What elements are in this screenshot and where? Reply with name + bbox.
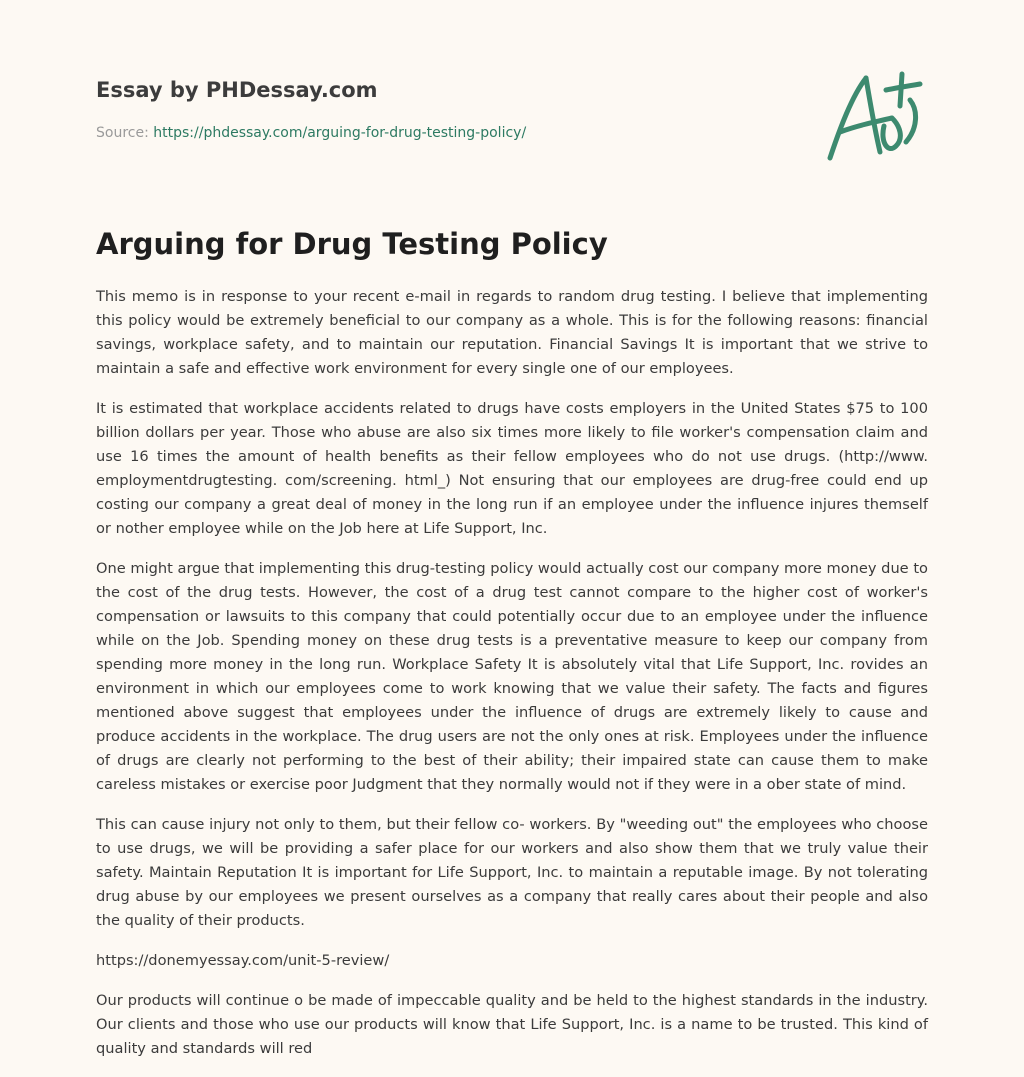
essay-paragraph: This memo is in response to your recent e-mail in regards to random drug testing. I believe that implementing this policy would be extremely beneficial to our company as a whole. This is for the following reasons: financial savings, workplace safety, and to maintain our reputation. Financial Savings It is important that we strive to maintain a safe and effective work environment for every single one of our employees. bbox=[96, 288, 928, 377]
source-line bbox=[96, 123, 796, 143]
essay-paragraph: One might argue that implementing this drug-testing policy would actually cost our company more money due to the cost of the drug tests. However, the cost of a drug test cannot compare to the higher cost of worker's compensation or lawsuits to this company that could potentially occur due to an employee under the influence while on the Job. Spending money on these drug tests is a preventative measure to keep our company from spending more money in the long run. Workplace Safety It is absolutely vital that Life Support, Inc. rovides an environment in which our employees come to work knowing that we value their safety. The facts and figures mentioned above suggest that employees under the influence of drugs are extremely likely to cause and produce accidents in the workplace. The drug users are not the only ones at risk. Employees under the influence of drugs are clearly not performing to the best of their ability; their impaired state can cause them to make careless mistakes or exercise poor Judgment that they normally would not if they were in a ober state of mind. bbox=[96, 560, 928, 793]
source-label: Source: bbox=[96, 125, 154, 141]
source-link[interactable]: https://phdessay.com/arguing-for-drug-testing-policy/ bbox=[153, 125, 527, 141]
a-plus-logo-icon bbox=[822, 66, 930, 166]
essay-body bbox=[96, 285, 928, 1077]
essay-paragraph: Our products will continue o be made of impeccable quality and be held to the highest standards in the industry. Our clients and those who use our products will know that Life Support, Inc. is a name to be trusted. This kind of quality and standards will red bbox=[96, 992, 928, 1057]
essay-title: Arguing for Drug Testing Policy bbox=[96, 227, 608, 261]
page-header bbox=[96, 76, 796, 143]
site-title: Essay by PHDessay.com bbox=[96, 78, 378, 102]
essay-paragraph: It is estimated that workplace accidents related to drugs have costs employers in the United States $75 to 100 billion dollars per year. Those who abuse are also six times more likely to file worker's compensation claim and use 16 times the amount of health benefits as their fellow employees who do not use drugs. (http://www. employmentdrugtesting. com/screening. html_) Not ensuring that our employees are drug-free could end up costing our company a great deal of money in the long run if an employee under the influence injures themself or nother employee while on the Job here at Life Support, Inc. bbox=[96, 400, 928, 537]
essay-paragraph: This can cause injury not only to them, but their fellow co- workers. By "weeding out" the employees who choose to use drugs, we will be providing a safer place for our workers and also show them that we truly value their safety. Maintain Reputation It is important for Life Support, Inc. to maintain a reputable image. By not tolerating drug abuse by our employees we present ourselves as a company that really cares about their people and also the quality of their products. bbox=[96, 816, 928, 929]
related-essay-link: https://donemyessay.com/unit-5-review/ bbox=[96, 952, 390, 969]
